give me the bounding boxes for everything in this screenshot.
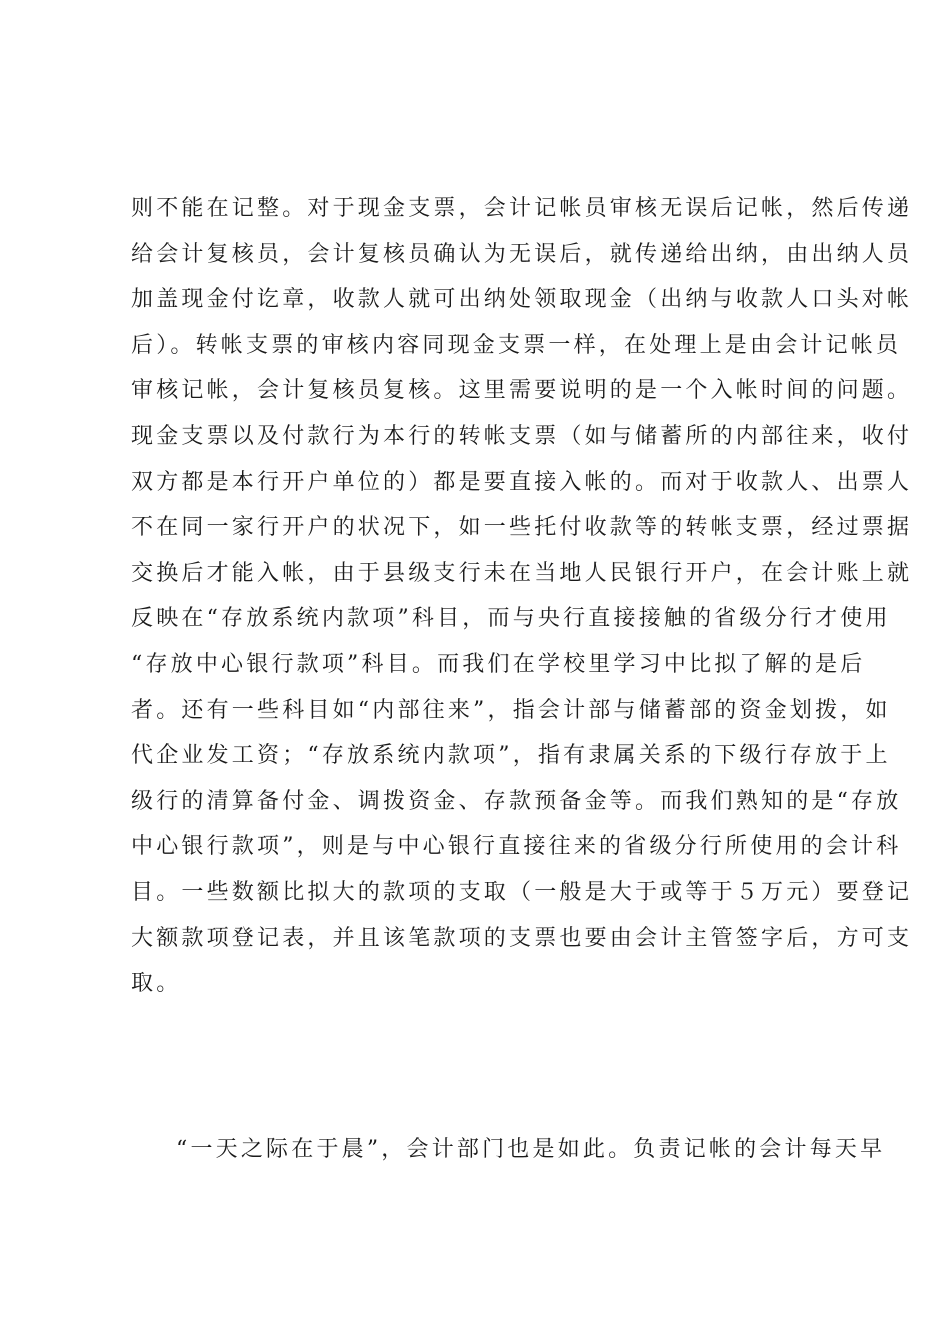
text-line: 不在同一家行开户的状况下，如一些托付收款等的转帐支票，经过票据 bbox=[131, 515, 913, 541]
text-line: 取。 bbox=[131, 971, 182, 997]
text-line: 者。还有一些科目如“内部往来”，指会计部与储蓄部的资金划拨，如 bbox=[131, 697, 891, 723]
text-line: 现金支票以及付款行为本行的转帐支票（如与储蓄所的内部往来，收付 bbox=[131, 423, 913, 449]
text-line: 交换后才能入帐，由于县级支行未在当地人民银行开户，在会计账上就 bbox=[131, 560, 913, 586]
text-line: “存放中心银行款项”科目。而我们在学校里学习中比拟了解的是后 bbox=[131, 651, 866, 677]
text-line: 级行的清算备付金、调拨资金、存款预备金等。而我们熟知的是“存放 bbox=[131, 788, 902, 814]
text-line: 给会计复核员，会计复核员确认为无误后，就传递给出纳，由出纳人员 bbox=[131, 241, 913, 267]
text-line: 审核记帐，会计复核员复核。这里需要说明的是一个入帐时间的问题。 bbox=[131, 378, 913, 404]
text-line: 中心银行款项”，则是与中心银行直接往来的省级分行所使用的会计科 bbox=[131, 834, 902, 860]
text-line: 代企业发工资；“存放系统内款项”，指有隶属关系的下级行存放于上 bbox=[131, 743, 891, 769]
text-line: 反映在“存放系统内款项”科目，而与央行直接接触的省级分行才使用 bbox=[131, 606, 891, 632]
text-line: 大额款项登记表，并且该笔款项的支票也要由会计主管签字后，方可支 bbox=[131, 925, 913, 951]
text-line: 则不能在记整。对于现金支票，会计记帐员审核无误后记帐，然后传递 bbox=[131, 196, 913, 221]
text-line: 双方都是本行开户单位的）都是要直接入帐的。而对于收款人、出票人 bbox=[131, 469, 913, 495]
text-line: 加盖现金付讫章，收款人就可出纳处领取现金（出纳与收款人口头对帐 bbox=[131, 287, 913, 313]
text-line: 目。一些数额比拟大的款项的支取（一般是大于或等于５万元）要登记 bbox=[131, 879, 913, 905]
paragraph-2 bbox=[131, 1127, 886, 1173]
paragraph-1 bbox=[131, 186, 913, 1007]
text-line: 后）。转帐支票的审核内容同现金支票一样，在处理上是由会计记帐员 bbox=[131, 332, 902, 358]
text-line: “一天之际在于晨”，会计部门也是如此。负责记帐的会计每天早 bbox=[176, 1137, 886, 1162]
